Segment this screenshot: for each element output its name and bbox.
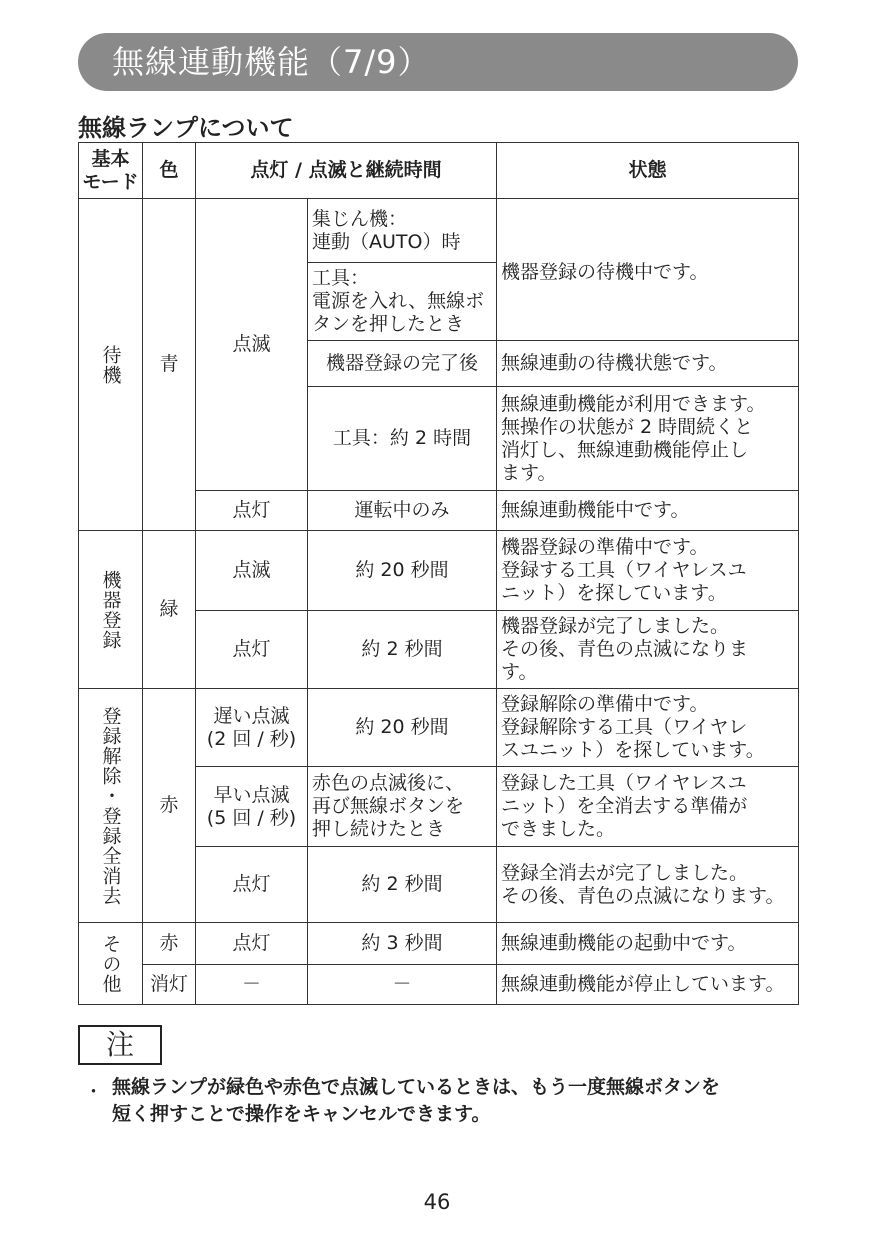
state-cell: 機器登録の待機中です。: [497, 199, 799, 341]
mode-other: その他: [79, 923, 143, 1005]
mode-register: 機器登録: [79, 531, 143, 689]
color-red: 赤: [143, 689, 196, 923]
note-bullet: ・: [84, 1081, 104, 1103]
mode-standby: 待機: [79, 199, 143, 531]
time-cell: －: [308, 965, 497, 1005]
mode-unregister: 登録解除・登録全消去: [79, 689, 143, 923]
color-cell: 赤: [143, 923, 196, 965]
condition-cell: 機器登録の完了後: [308, 341, 497, 387]
table-header-row: [79, 143, 799, 199]
state-cell: 無線連動機能の起動中です。: [497, 923, 799, 965]
state-cell: 登録解除の準備中です。 登録解除する工具（ワイヤレ スユニット）を探しています。: [497, 689, 799, 767]
light-cell: －: [196, 965, 308, 1005]
condition-cell: 赤色の点滅後に、 再び無線ボタンを 押し続けたとき: [308, 767, 497, 847]
time-cell: 約 2 秒間: [308, 847, 497, 923]
time-cell: 約 2 秒間: [308, 611, 497, 689]
condition-cell: 集じん機： 連動（AUTO）時: [308, 199, 497, 263]
state-cell: 登録全消去が完了しました。 その後、青色の点滅になります。: [497, 847, 799, 923]
note-text: 無線ランプが緑色や赤色で点滅しているときは、もう一度無線ボタンを 短く押すことで操作をキャンセルできます。: [112, 1076, 721, 1125]
light-cell: 点滅: [196, 531, 308, 611]
page-title: 無線連動機能（7/9）: [112, 43, 431, 81]
table-row: [79, 923, 799, 965]
header-timing: 点灯 / 点滅と継続時間: [196, 143, 497, 199]
wireless-lamp-table: [78, 142, 799, 1005]
light-cell: 早い点滅 (5 回 / 秒): [196, 767, 308, 847]
light-cell: 点灯: [196, 611, 308, 689]
color-cell: 消灯: [143, 965, 196, 1005]
light-cell: 遅い点滅 (2 回 / 秒): [196, 689, 308, 767]
state-cell: 無線連動機能が利用できます。 無操作の状態が 2 時間続くと 消灯し、無線連動機能停止し ます。: [497, 387, 799, 491]
section-title: 無線ランプについて: [78, 114, 294, 142]
state-cell: 登録した工具（ワイヤレスユ ニット）を全消去する準備が できました。: [497, 767, 799, 847]
table-row: [79, 199, 799, 263]
state-cell: 無線連動機能中です。: [497, 491, 799, 531]
color-blue: 青: [143, 199, 196, 531]
header-state: 状態: [497, 143, 799, 199]
time-cell: 約 20 秒間: [308, 531, 497, 611]
table-row: [79, 965, 799, 1005]
light-cell: 点灯: [196, 847, 308, 923]
condition-cell: 運転中のみ: [308, 491, 497, 531]
time-cell: 約 20 秒間: [308, 689, 497, 767]
time-cell: 約 3 秒間: [308, 923, 497, 965]
note-label: 注: [78, 1025, 162, 1065]
header-mode: 基本 モード: [79, 143, 143, 199]
condition-cell: 工具： 電源を入れ、無線ボ タンを押したとき: [308, 263, 497, 341]
state-cell: 無線連動の待機状態です。: [497, 341, 799, 387]
state-cell: 機器登録が完了しました。 その後、青色の点滅になりま す。: [497, 611, 799, 689]
state-cell: 機器登録の準備中です。 登録する工具（ワイヤレスユ ニット）を探しています。: [497, 531, 799, 611]
light-blink: 点滅: [196, 199, 308, 491]
light-cell: 点灯: [196, 491, 308, 531]
condition-cell: 工具：約 2 時間: [308, 387, 497, 491]
page-number: 46: [423, 1190, 451, 1214]
state-cell: 無線連動機能が停止しています。: [497, 965, 799, 1005]
table-row: [79, 531, 799, 611]
table-row: [79, 689, 799, 767]
color-green: 緑: [143, 531, 196, 689]
light-cell: 点灯: [196, 923, 308, 965]
header-color: 色: [143, 143, 196, 199]
